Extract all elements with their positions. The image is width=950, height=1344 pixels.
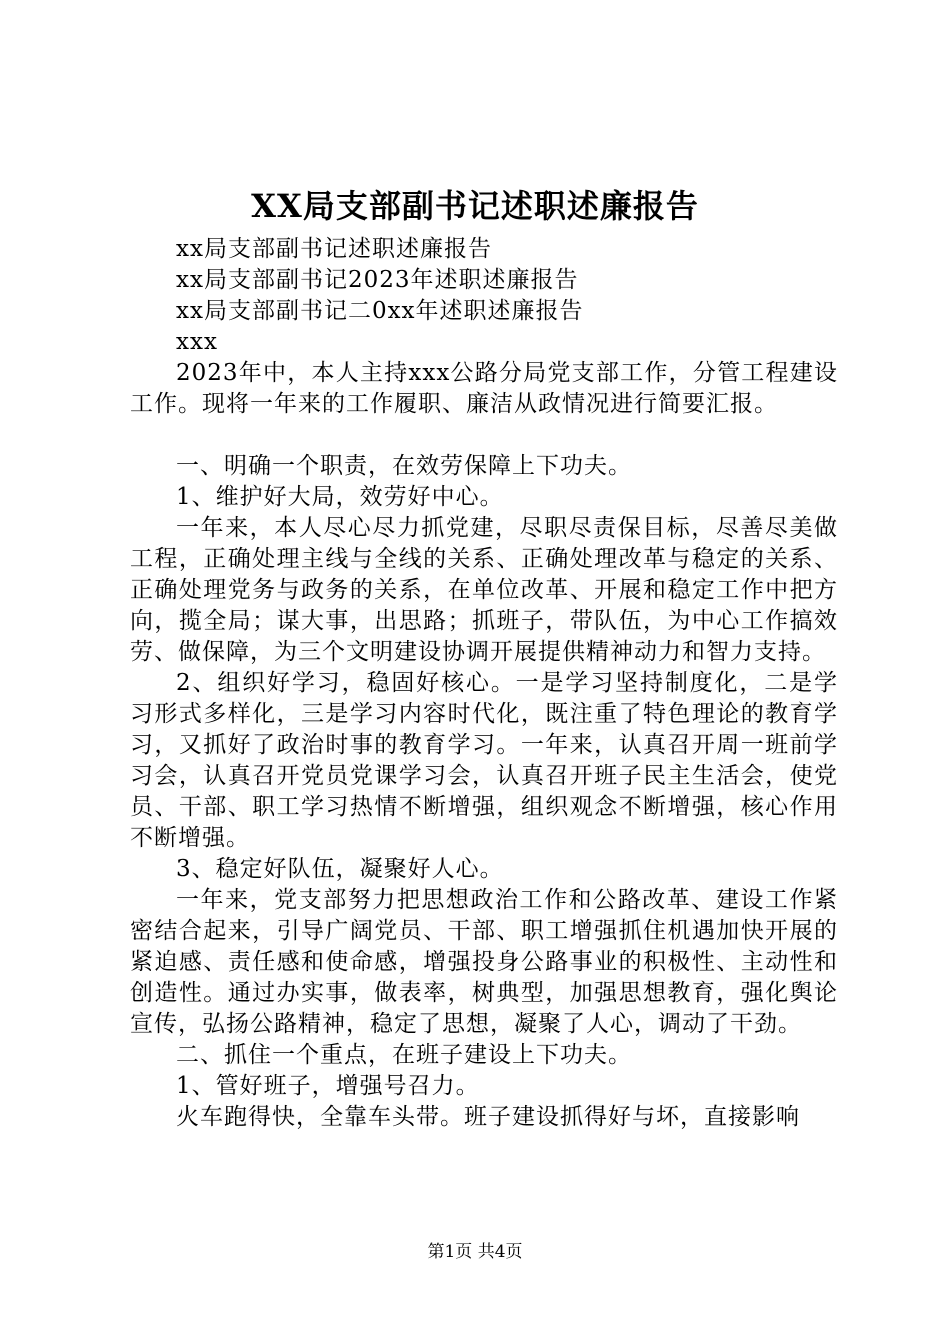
section-heading: 二、抓住一个重点，在班子建设上下功夫。 — [176, 1042, 632, 1068]
author-line: xxx — [176, 329, 218, 355]
intro-paragraph: 2023年中，本人主持xxx公路分局党支部工作，分管工程建设工作。现将一年来的工作履职、廉洁从政情况进行简要汇报。 — [130, 360, 838, 417]
subtitle-line: xx局支部副书记述职述廉报告 — [176, 236, 492, 262]
body-paragraph: 2、组织好学习，稳固好核心。一是学习坚持制度化，二是学习形式多样化，三是学习内容时代化，既注重了特色理论的教育学习，又抓好了政治时事的教育学习。一年来，认真召开周一班前学习会，认真召开党员党课学习会，认真召开班子民主生活会，使党员、干部、职工学习热情不断增强，组织观念不断增强，核心作用不断增强。 — [130, 670, 838, 851]
body-paragraph: 一年来，本人尽心尽力抓党建，尽职尽责保目标，尽善尽美做工程，正确处理主线与全线的关系、正确处理改革与稳定的关系、正确处理党务与政务的关系，在单位改革、开展和稳定工作中把方向，揽全局；谋大事，出思路；抓班子，带队伍，为中心工作搞效劳、做保障，为三个文明建设协调开展提供精神动力和智力支持。 — [130, 515, 838, 665]
blank-line — [130, 420, 838, 451]
section-heading: 一、明确一个职责，在效劳保障上下功夫。 — [176, 453, 632, 479]
subsection-heading: 1、管好班子，增强号召力。 — [176, 1073, 480, 1099]
body-paragraph: 火车跑得快，全靠车头带。班子建设抓得好与坏，直接影响 — [176, 1104, 800, 1130]
subtitle-line: xx局支部副书记2023年述职述廉报告 — [176, 267, 579, 293]
subsection-heading: 1、维护好大局，效劳好中心。 — [176, 484, 504, 510]
subtitle-line: xx局支部副书记二0xx年述职述廉报告 — [176, 298, 584, 324]
page-footer: 第1页 共4页 — [427, 1242, 523, 1262]
document-body — [130, 234, 838, 1133]
document-title: XX局支部副书记述职述廉报告 — [251, 187, 699, 225]
subsection-heading: 3、稳定好队伍，凝聚好人心。 — [176, 856, 504, 882]
body-paragraph: 一年来，党支部努力把思想政治工作和公路改革、建设工作紧密结合起来，引导广阔党员、干部、职工增强抓住机遇加快开展的紧迫感、责任感和使命感，增强投身公路事业的积极性、主动性和创造性。通过办实事，做表率，树典型，加强思想教育，强化舆论宣传，弘扬公路精神，稳定了思想，凝聚了人心，调动了干劲。 — [130, 887, 838, 1037]
